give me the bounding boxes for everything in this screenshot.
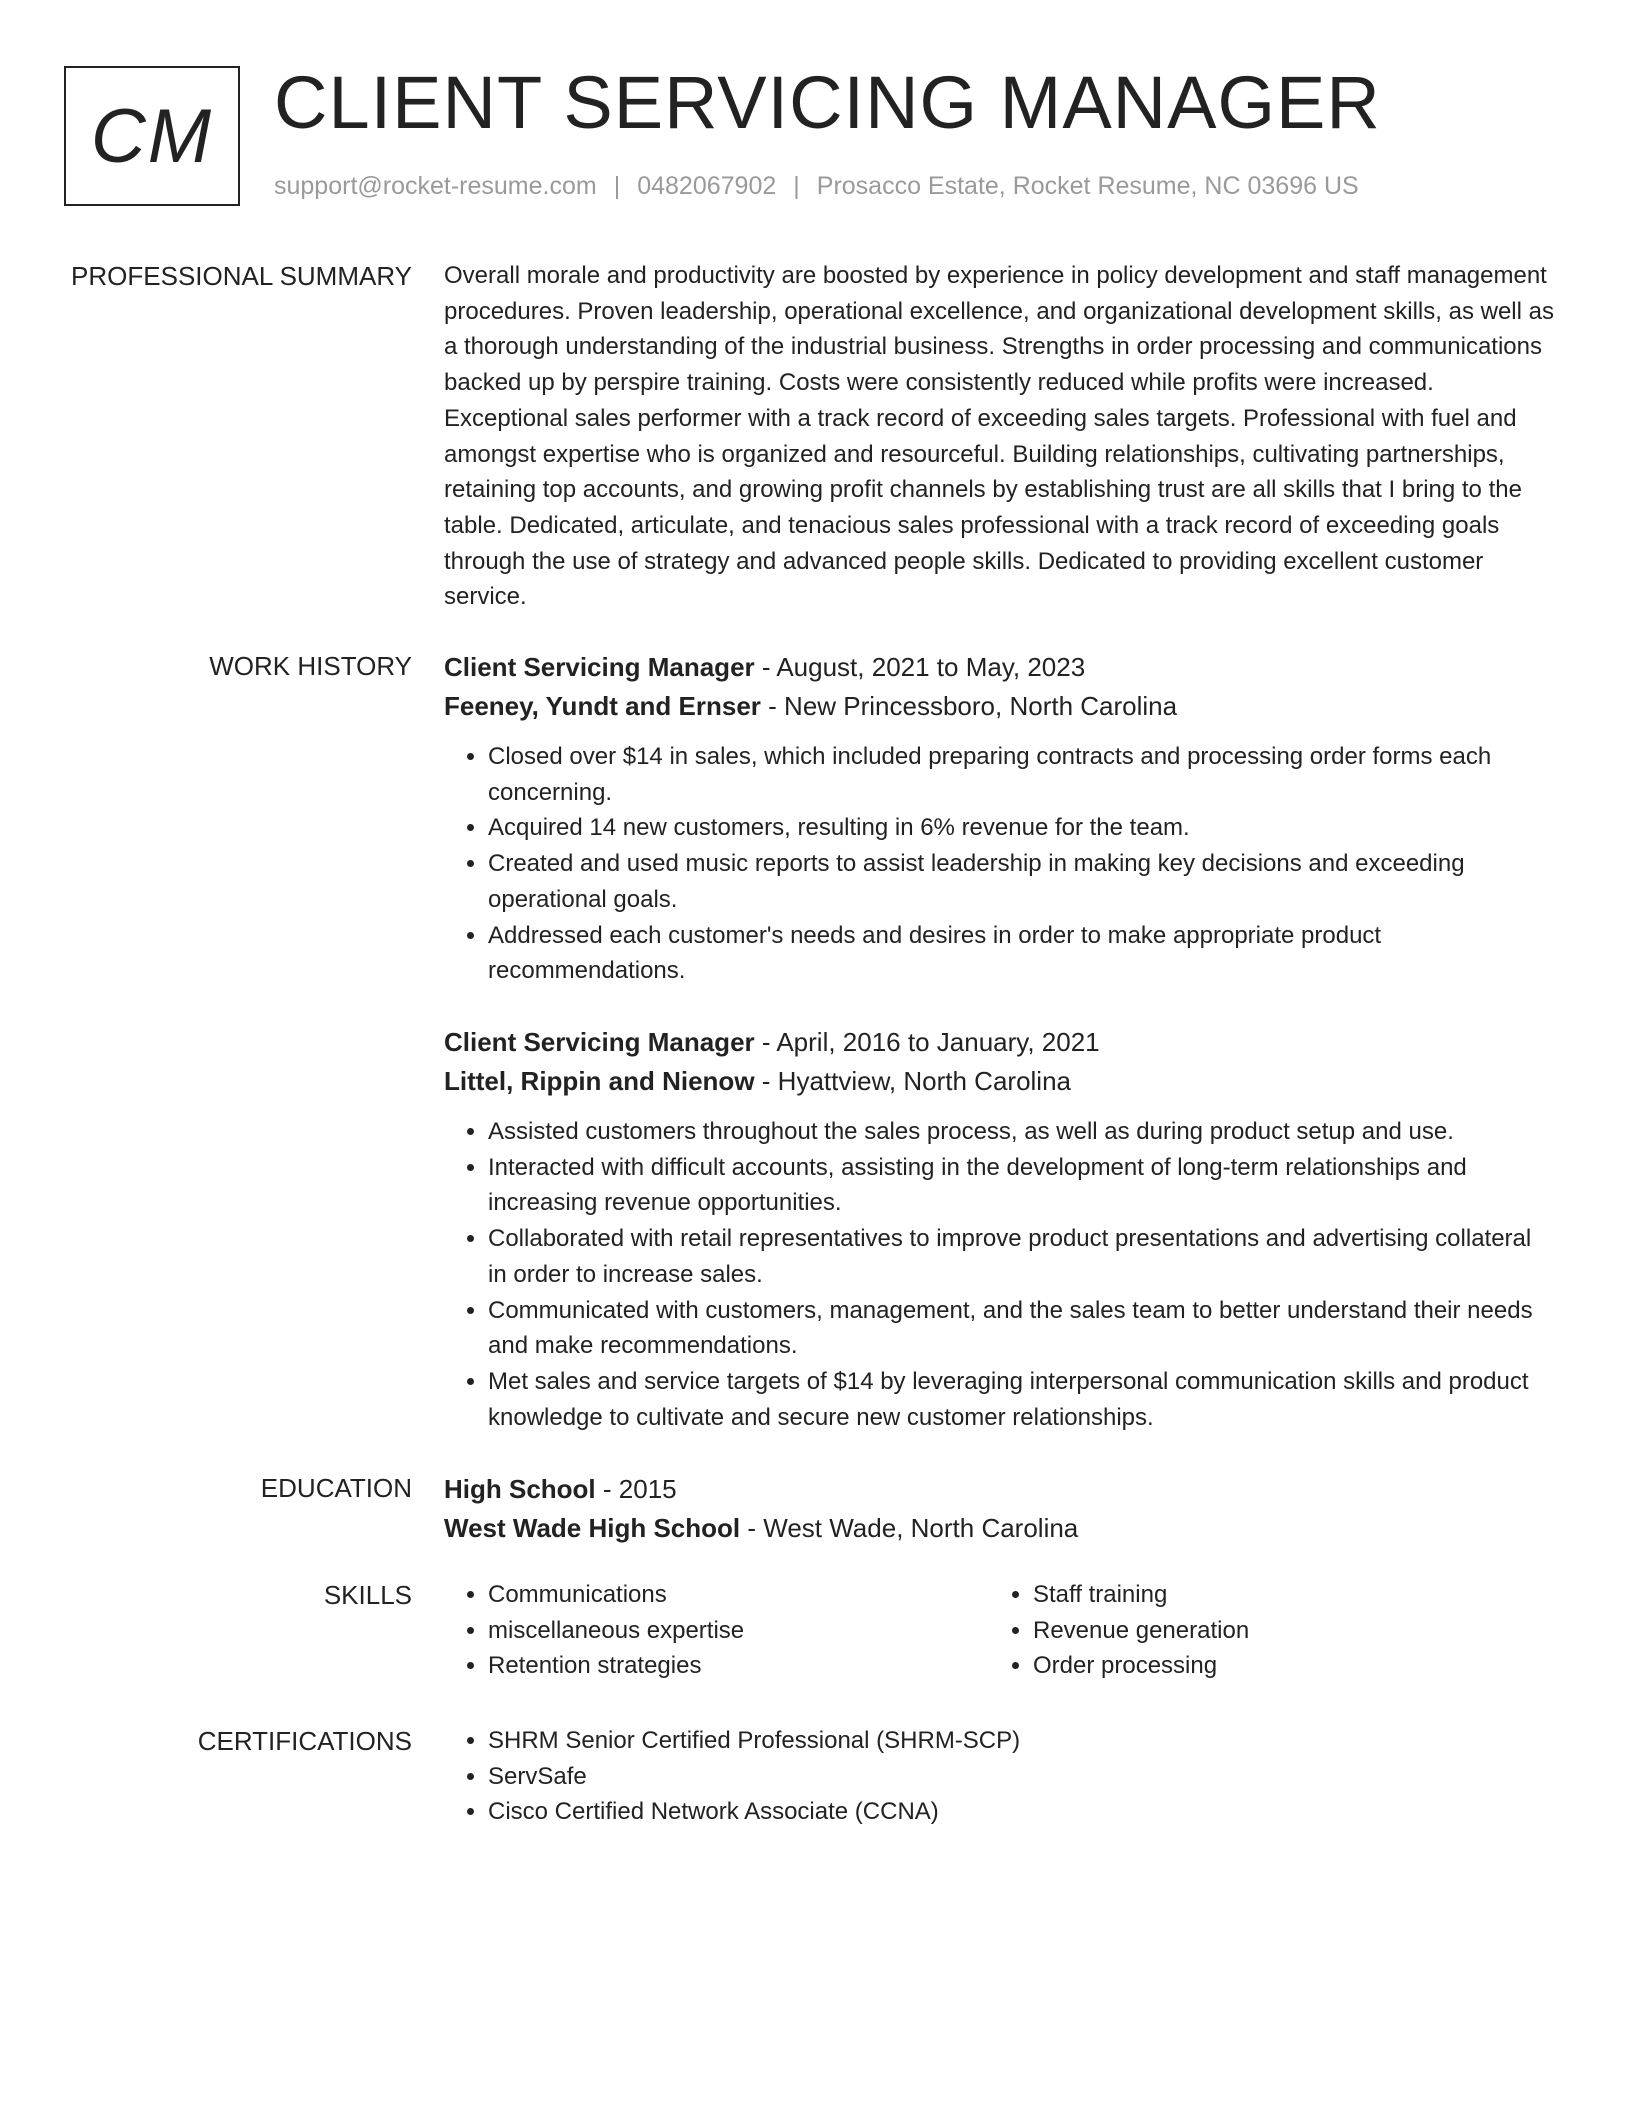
job-bullet: • Closed over $14 in sales, which included preparing contracts and processing order forms each concerning. — [488, 739, 1554, 810]
job-role: Client Servicing Manager — [444, 1027, 755, 1057]
job-location: - Hyattview, North Carolina — [761, 1066, 1072, 1096]
certification-item: • SHRM Senior Certified Professional (SHRM-SCP) — [488, 1723, 1554, 1759]
skill-item: • Revenue generation — [1033, 1613, 1534, 1649]
summary-text: Overall morale and productivity are boosted by experience in policy development and staff management procedures. Proven leadership, operational excellence, and organizational development skills, as well as a thorough understanding of the industrial business. Strengths in order processing and communications backed up by perspire training. Costs were consistently reduced while profits were increased. Exceptional sales performer with a track record of exceeding sales targets. Professional with fuel and amongst expertise who is organized and resourceful. Building relationships, cultivating partnerships, retaining top accounts, and growing profit channels by establishing trust are all skills that I bring to the table. Dedicated, articulate, and tenacious sales professional with a track record of exceeding goals through the use of strategy and advanced people skills. Dedicated to providing excellent customer service. — [444, 262, 1554, 611]
contact-email: support@rocket-resume.com — [274, 172, 597, 200]
education-year: - 2015 — [602, 1474, 677, 1504]
job-bullets — [444, 739, 1554, 989]
section-title-education: EDUCATION — [260, 1473, 412, 1503]
skill-item: • Communications — [488, 1577, 989, 1613]
job-location: - New Princessboro, North Carolina — [768, 691, 1178, 721]
education-degree: High School — [444, 1474, 596, 1504]
job-bullets — [444, 1114, 1554, 1435]
education-degree-line — [444, 1470, 1554, 1509]
job-bullet: • Acquired 14 new customers, resulting in 6% revenue for the team. — [488, 810, 1554, 846]
job-bullet: • Interacted with difficult accounts, assisting in the development of long-term relationships and increasing revenue opportunities. — [488, 1150, 1554, 1221]
section-title-skills: SKILLS — [323, 1580, 412, 1610]
skill-item: • Staff training — [1033, 1577, 1534, 1613]
work-history-body-2 — [444, 1023, 1554, 1435]
contact-address: Prosacco Estate, Rocket Resume, NC 03696 US — [816, 172, 1359, 200]
certification-item: • ServSafe — [488, 1759, 1554, 1795]
skill-item: • Retention strategies — [488, 1648, 989, 1684]
job-bullet: • Created and used music reports to assist leadership in making key decisions and exceeding operational goals. — [488, 846, 1554, 917]
resume-name: CLIENT SERVICING MANAGER — [274, 61, 1381, 144]
job-bullet: • Met sales and service targets of $14 by leveraging interpersonal communication skills and product knowledge to cultivate and secure new customer relationships. — [488, 1364, 1554, 1435]
work-history-body — [444, 648, 1554, 989]
job-title-line — [444, 1023, 1554, 1062]
section-title-certifications: CERTIFICATIONS — [197, 1726, 412, 1756]
separator: | — [793, 172, 800, 200]
skill-item: • miscellaneous expertise — [488, 1613, 989, 1649]
job-dates: - April, 2016 to January, 2021 — [761, 1027, 1100, 1057]
job-bullet: • Assisted customers throughout the sales process, as well as during product setup and use. — [488, 1114, 1554, 1150]
education-location: - West Wade, North Carolina — [747, 1513, 1079, 1543]
job-bullet: • Addressed each customer's needs and desires in order to make appropriate product recommendations. — [488, 918, 1554, 989]
initials-monogram: CM — [64, 66, 240, 206]
education-school: West Wade High School — [444, 1513, 741, 1543]
section-title-summary: PROFESSIONAL SUMMARY — [71, 261, 412, 291]
job-role: Client Servicing Manager — [444, 652, 755, 682]
skills-column-2 — [989, 1577, 1534, 1684]
job-title-line — [444, 648, 1554, 687]
certifications-list — [444, 1723, 1554, 1830]
contact-line — [274, 172, 1359, 201]
education-body — [444, 1470, 1554, 1548]
job-company-line — [444, 687, 1554, 726]
job-dates: - August, 2021 to May, 2023 — [761, 652, 1086, 682]
skills-column-1 — [444, 1577, 989, 1684]
skills-grid — [444, 1577, 1554, 1684]
job-company-line — [444, 1062, 1554, 1101]
job-entry — [444, 648, 1554, 989]
skills-body — [444, 1577, 1554, 1684]
summary-body — [444, 258, 1554, 615]
certifications-body — [444, 1723, 1554, 1830]
job-bullet: • Collaborated with retail representatives to improve product presentations and advertising collateral in order to increase sales. — [488, 1221, 1554, 1292]
section-title-work-history: WORK HISTORY — [209, 651, 412, 681]
certification-item: • Cisco Certified Network Associate (CCNA) — [488, 1794, 1554, 1830]
separator: | — [613, 172, 621, 200]
contact-phone: 0482067902 — [637, 172, 777, 200]
job-entry — [444, 1023, 1554, 1435]
job-company: Littel, Rippin and Nienow — [444, 1066, 755, 1096]
skill-item: • Order processing — [1033, 1648, 1534, 1684]
job-bullet: • Communicated with customers, management, and the sales team to better understand their needs and make recommendations. — [488, 1293, 1554, 1364]
job-company: Feeney, Yundt and Ernser — [444, 691, 761, 721]
education-school-line — [444, 1509, 1554, 1548]
